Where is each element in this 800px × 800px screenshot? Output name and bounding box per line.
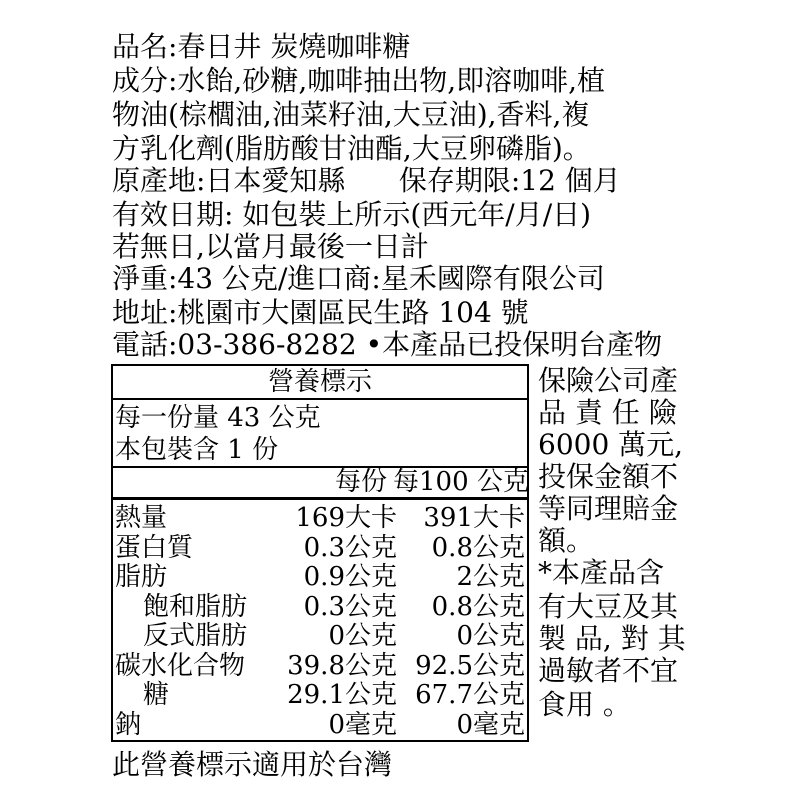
nutrient-per-100g: 391大卡: [423, 503, 525, 533]
side-note-line: 6000 萬元,: [538, 428, 684, 461]
ingredients-line-3: 方乳化劑(脂肪酸甘油酯,大豆卵磷脂)。: [112, 132, 591, 165]
expiry-note-line: 若無日,以當月最後一日計: [112, 230, 429, 263]
nutrient-per-100g: 0.8公克: [431, 591, 525, 622]
column-header-per-100g: 每100 公克: [393, 467, 529, 497]
nutrient-name: 熱量: [115, 503, 168, 533]
side-note-line: 投保金額不: [538, 460, 679, 493]
nutrient-name: 飽和脂肪: [143, 591, 248, 622]
nutrient-per-100g: 2公克: [456, 562, 525, 592]
column-header-per-serving: 每份: [334, 467, 387, 497]
side-note-line: 製 品, 對 其: [538, 622, 686, 655]
nutrient-per-serving: 0.9公克: [303, 562, 397, 592]
ingredients-line-1: 成分:水飴,砂糖,咖啡抽出物,即溶咖啡,植: [112, 64, 606, 97]
nutrient-per-serving: 169大卡: [295, 503, 397, 533]
nutrient-per-serving: 39.8公克: [287, 650, 397, 681]
nutrient-name: 反式脂肪: [143, 621, 248, 651]
footer-note: 此營養標示適用於台灣: [112, 748, 393, 781]
nutrient-name: 鈉: [115, 709, 142, 740]
nutrient-per-100g: 0公克: [456, 621, 525, 651]
nutrient-per-serving: 0毫克: [328, 709, 397, 740]
weight-importer-line: 淨重:43 公克/進口商:星禾國際有限公司: [112, 262, 605, 295]
divider: [113, 497, 527, 500]
expiry-date-line: 有效日期: 如包裝上所示(西元年/月/日): [112, 198, 592, 231]
product-name-line: 品名:春日井 炭燒咖啡糖: [112, 30, 411, 63]
divider: [113, 398, 527, 400]
nutrient-per-100g: 0.8公克: [431, 532, 525, 563]
side-note-line: 食用 。: [538, 688, 631, 721]
nutrition-table: [111, 364, 529, 742]
side-note-line: 品 責 任 險: [538, 396, 677, 429]
address-line: 地址:桃園市大園區民生路 104 號: [112, 296, 529, 329]
side-note-line: *本產品含: [538, 556, 665, 589]
nutrient-name: 蛋白質: [115, 532, 194, 563]
side-note-line: 保險公司產: [538, 364, 679, 397]
side-note-line: 有大豆及其: [538, 590, 679, 623]
nutrient-per-serving: 0.3公克: [303, 532, 397, 563]
servings-per-package: 本包裝含 1 份: [115, 435, 279, 465]
side-note-line: 額。: [538, 524, 595, 557]
nutrient-per-100g: 92.5公克: [415, 650, 525, 681]
nutrient-per-serving: 0公克: [328, 621, 397, 651]
serving-size: 每一份量 43 公克: [115, 403, 321, 433]
side-note-line: 過敏者不宜: [538, 654, 679, 687]
side-note-line: 等同理賠金: [538, 492, 679, 525]
nutrient-name: 糖: [143, 680, 170, 710]
nutrient-name: 脂肪: [115, 562, 168, 592]
phone-insurance-line: 電話:03-386-8282 •本產品已投保明台產物: [112, 328, 663, 361]
nutrition-title: 營養標示: [267, 367, 372, 397]
nutrient-per-serving: 0.3公克: [303, 591, 397, 622]
origin-shelf-life-line: 原產地:日本愛知縣 保存期限:12 個月: [112, 164, 621, 197]
nutrient-name: 碳水化合物: [115, 650, 246, 681]
nutrient-per-100g: 67.7公克: [415, 680, 525, 710]
ingredients-line-2: 物油(棕櫚油,油菜籽油,大豆油),香料,複: [112, 98, 590, 131]
nutrient-per-100g: 0毫克: [456, 709, 525, 740]
nutrient-per-serving: 29.1公克: [287, 680, 397, 710]
